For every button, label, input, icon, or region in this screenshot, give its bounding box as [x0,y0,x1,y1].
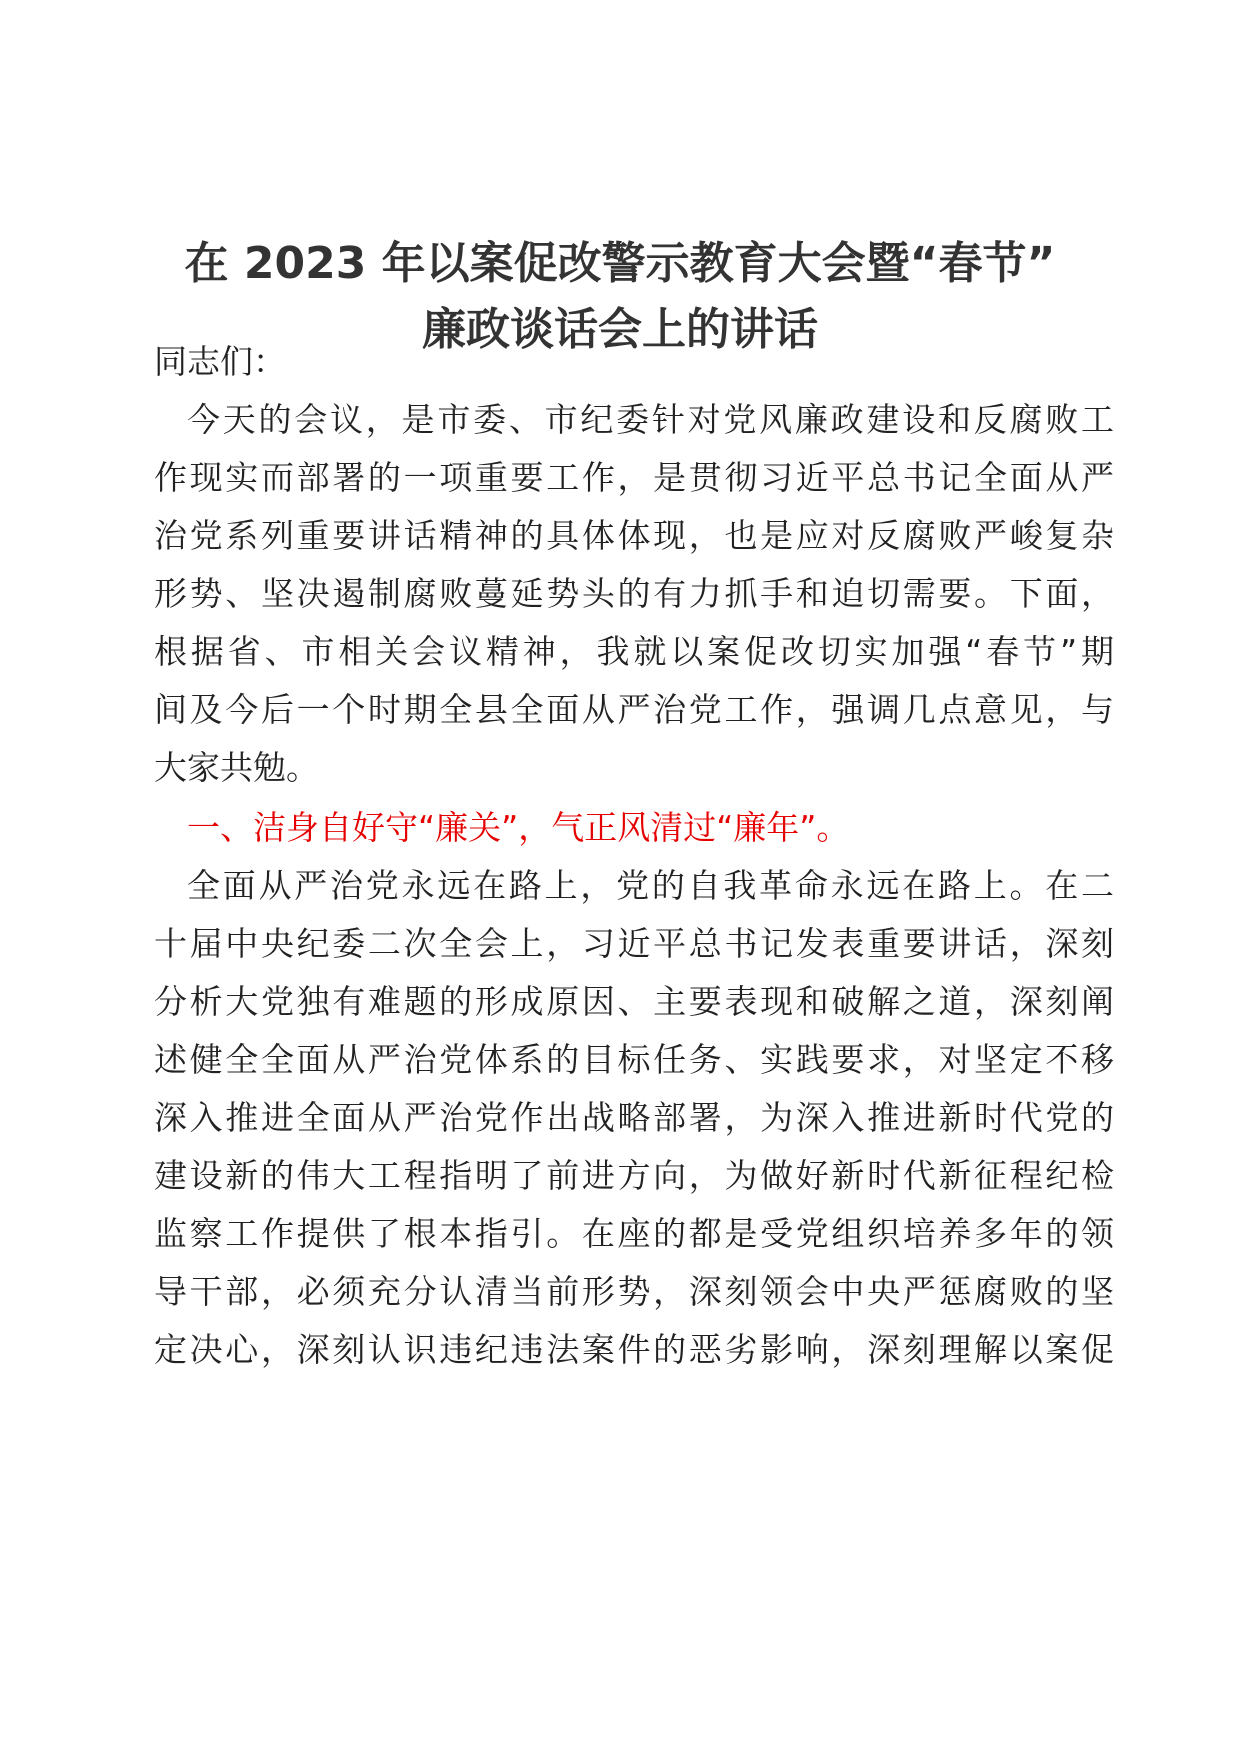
document-title-line-1: 在 2023 年以案促改警示教育大会暨“春节” [184,238,1056,289]
section-1-paragraph-line: 监察工作提供了根本指引。在座的都是受党组织培养多年的领 [154,1214,1114,1253]
intro-paragraph-line: 间及今后一个时期全县全面从严治党工作，强调几点意见，与 [154,690,1114,729]
intro-paragraph-line: 治党系列重要讲话精神的具体体现，也是应对反腐败严峻复杂 [154,516,1114,555]
intro-paragraph-line: 根据省、市相关会议精神，我就以案促改切实加强“春节”期 [154,632,1114,671]
section-1-paragraph-line: 全面从严治党永远在路上，党的自我革命永远在路上。在二 [187,866,1114,905]
section-1-paragraph-line: 十届中央纪委二次全会上，习近平总书记发表重要讲话，深刻 [154,924,1114,963]
intro-paragraph-line: 作现实而部署的一项重要工作，是贯彻习近平总书记全面从严 [154,458,1114,497]
salutation: 同志们： [154,342,286,381]
section-1-paragraph-line: 分析大党独有难题的形成原因、主要表现和破解之道，深刻阐 [154,982,1114,1021]
intro-paragraph-line: 今天的会议，是市委、市纪委针对党风廉政建设和反腐败工 [187,400,1114,439]
document-title-line-2: 廉政谈话会上的讲话 [422,304,818,355]
section-heading-1: 一、洁身自好守“廉关”，气正风清过“廉年”。 [187,808,850,847]
section-1-paragraph-line: 导干部，必须充分认清当前形势，深刻领会中央严惩腐败的坚 [154,1272,1114,1311]
section-1-paragraph-line: 深入推进全面从严治党作出战略部署，为深入推进新时代党的 [154,1098,1114,1137]
intro-paragraph-line: 大家共勉。 [154,748,319,787]
section-1-paragraph-line: 定决心，深刻认识违纪违法案件的恶劣影响，深刻理解以案促 [154,1330,1114,1369]
section-1-paragraph-line: 述健全全面从严治党体系的目标任务、实践要求，对坚定不移 [154,1040,1114,1079]
intro-paragraph-line: 形势、坚决遏制腐败蔓延势头的有力抓手和迫切需要。下面， [154,574,1114,613]
section-1-paragraph-line: 建设新的伟大工程指明了前进方向，为做好新时代新征程纪检 [154,1156,1114,1195]
